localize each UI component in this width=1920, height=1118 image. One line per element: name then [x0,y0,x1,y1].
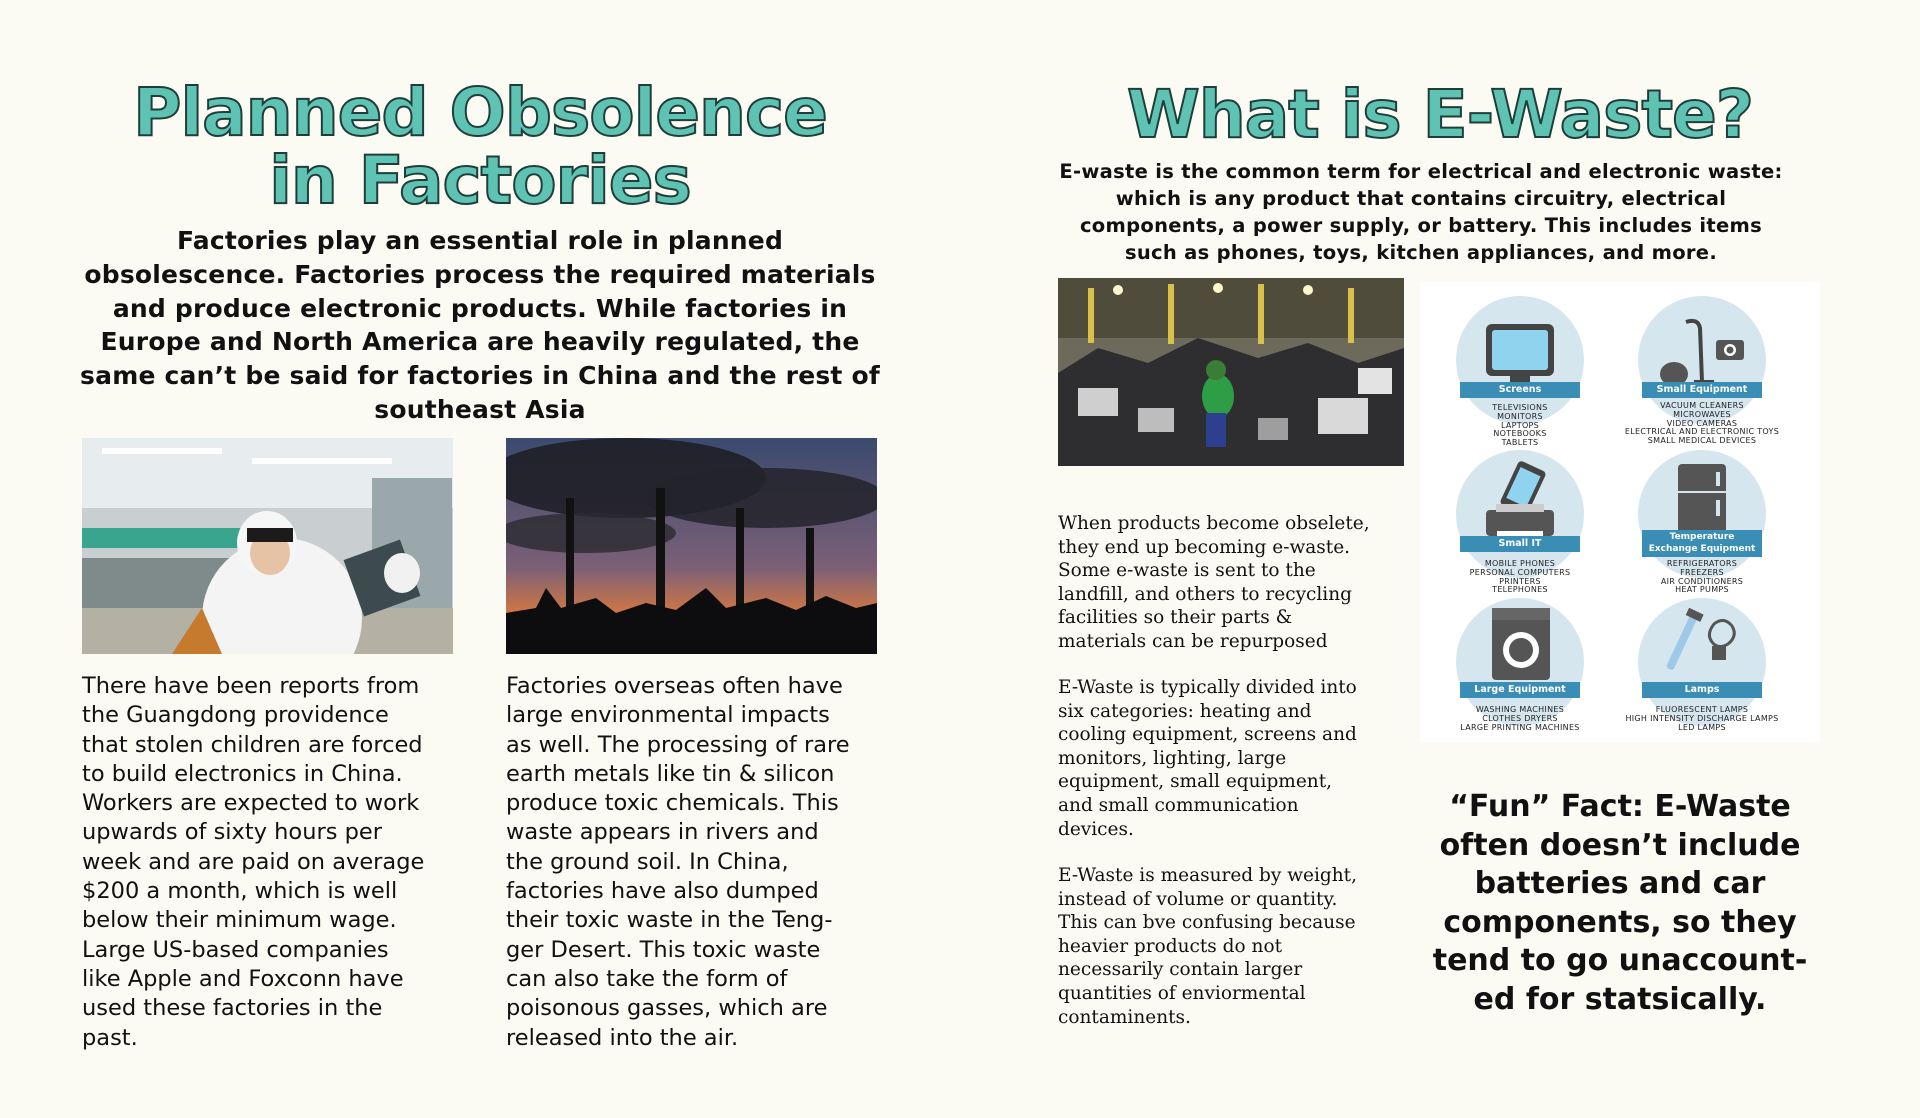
left-column-1-text: There have been reports from the Guangdong providence that stolen children are forced to build electronics in China. Workers are expected to work upwards of sixty hours per week and are paid on average $200 a month, which is well below their minimum wage. Large US-based companies like Apple and Foxconn have used these factories in the past. [82,673,425,1051]
small-it-band: Small IT [1460,536,1580,552]
small-equipment-band: Small Equipment [1642,382,1762,398]
right-paragraph-2: E-Waste is typically divided into six categories: heating and cooling equipment, screens and monitors, lighting, large equipment, small equipment, and small communication devices. [1058,677,1357,840]
left-lead-paragraph: Factories play an essential role in planned obsolescence. Factories process the required materials and produce electronic products. While factories in Europe and North America are heavily regulated, the same can’t be said for factories in China and the rest of southeast Asia [80,226,880,424]
temperature-exchange-items: REFRIGERATORS FREEZERS AIR CONDITIONERS HEAT PUMPS [1660,559,1744,595]
ewaste-pile-photo [1058,278,1404,466]
lamps-items: FLUORESCENT LAMPS HIGH INTENSITY DISCHARGE LAMPS LED LAMPS [1625,705,1779,732]
right-lead-paragraph: E-waste is the common term for electrical and electronic waste: which is any product that contains circuitry, electrical components, a power supply, or battery. This includes items such as phones, toys, kitchen appliances, and more. [1059,160,1783,264]
washing-machine-icon [1488,604,1554,684]
lamp-icon [1660,606,1748,686]
ewaste-categories-infographic [1420,282,1820,742]
large-equipment-items: WASHING MACHINES CLOTHES DRYERS LARGE PRINTING MACHINES [1460,705,1580,732]
factory-worker-photo [82,438,453,654]
temperature-exchange-band: Temperature Exchange Equipment [1642,530,1762,557]
left-title-line2: in Factories [269,142,691,219]
left-title-line1: Planned Obsolence [133,74,827,151]
left-column-2-text: Factories overseas often have large environmental impacts as well. The processing of rare earth metals like tin & silicon produce toxic chemicals. This waste appears in rivers and the ground soil. In China, factories have also dumped their toxic waste in the Teng- ger Desert. This toxic waste can also take the form of poisonous gasses, which are released into the air. [506,673,850,1051]
screens-items: TELEVISIONS MONITORS LAPTOPS NOTEBOOKS TABLETS [1492,403,1548,448]
right-paragraph-1: When products become obselete, they end up becoming e-waste. Some e-waste is sent to the landfill, and others to recycling facilities so their parts & materials can be repurposed [1058,513,1370,652]
right-paragraph-3: E-Waste is measured by weight, instead of volume or quantity. This can bve confusing because heavier products do not necessarily contain larger quantities of enviormental contaminents. [1058,865,1357,1028]
small-it-items: MOBILE PHONES PERSONAL COMPUTERS PRINTERS TELEPHONES [1469,559,1571,595]
screens-band: Screens [1460,382,1580,398]
smokestack-pollution-photo [506,438,877,654]
small-equipment-items: VACUUM CLEANERS MICROWAVES VIDEO CAMERAS ELECTRICAL AND ELECTRONIC TOYS SMALL MEDICAL DEVICES [1624,401,1780,446]
large-equipment-band: Large Equipment [1460,682,1580,698]
right-title: What is E-Waste? [1126,76,1754,153]
fun-fact: “Fun” Fact: E-Waste often doesn’t include batteries and car components, so they tend to go unaccount- ed for statsically. [1432,789,1808,1017]
lamps-band: Lamps [1642,682,1762,698]
